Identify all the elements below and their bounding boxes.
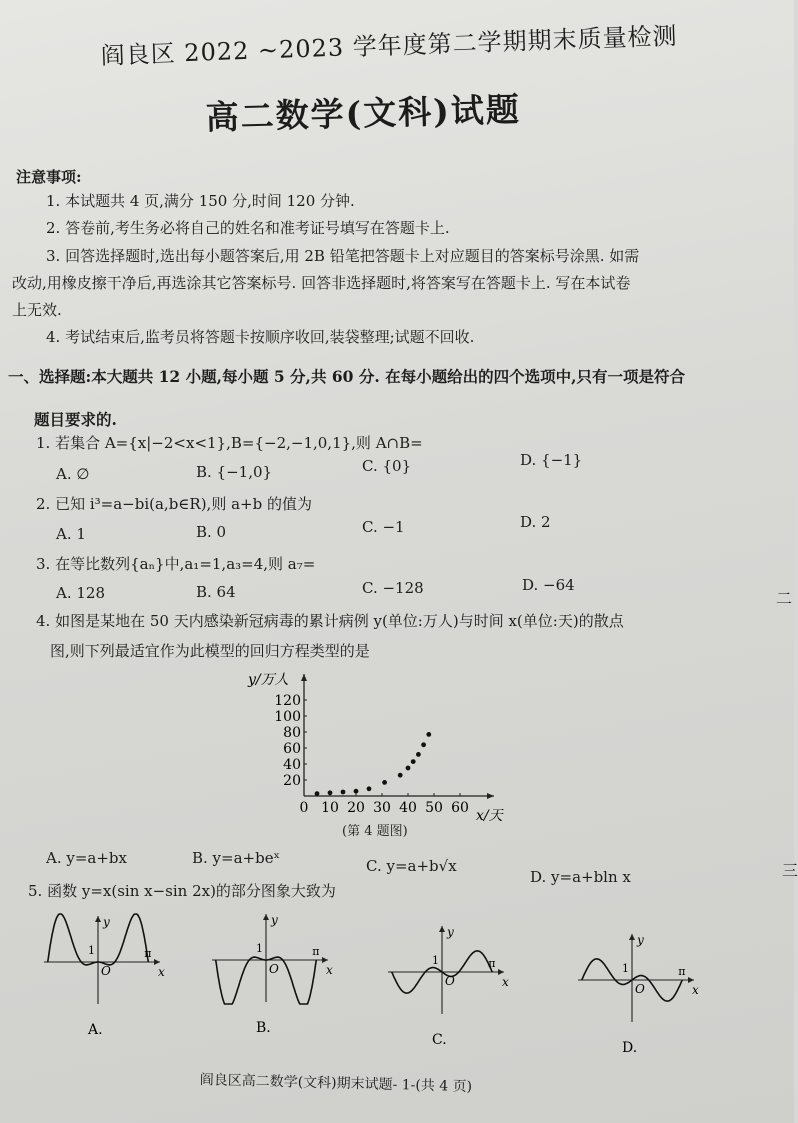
q2-option-b: B. 0 (196, 523, 227, 541)
y-axis-arrow (301, 674, 307, 681)
scatter-point (406, 766, 411, 771)
function-graph-c (384, 920, 514, 1050)
graph-option-label: B. (256, 1020, 271, 1036)
q2-option-d: D. 2 (520, 513, 551, 531)
x-tick-label: 0 (299, 800, 309, 816)
scatter-point (382, 780, 387, 785)
notes-heading: 注意事项: (16, 168, 82, 186)
y-tick-label: 120 (274, 693, 301, 709)
y-axis-label: y/万人 (248, 672, 289, 688)
graph-y-label: y (103, 915, 110, 929)
x-tick-label: 10 (321, 800, 339, 816)
graph-x-label: x (502, 975, 509, 989)
q4-option-b: B. y=a+beˣ (192, 849, 280, 867)
q3-option-c: C. −128 (362, 579, 424, 597)
q4-option-c: C. y=a+b√x (366, 857, 457, 875)
q4-stem-line1: 4. 如图是某地在 50 天内感染新冠病毒的累计病例 y(单位:万人)与时间 x(单位:天)的散点 (36, 612, 624, 630)
graph-pi-label: π (144, 947, 152, 960)
y-tick-label: 40 (283, 757, 301, 773)
section-heading-cont: 题目要求的. (34, 410, 117, 429)
graph-one-label: 1 (622, 962, 629, 975)
section-heading: 一、选择题:本大题共 12 小题,每小题 5 分,共 60 分. 在每小题给出的四个选项中,只有一项是符合 (8, 367, 686, 386)
exam-title: 高二数学(文科)试题 (205, 89, 522, 137)
graph-y-arrow (95, 916, 101, 922)
q1-option-b: B. {−1,0} (196, 463, 273, 481)
note-3b: 改动,用橡皮擦干净后,再选涂其它答案标号. 回答非选择题时,将答案写在答题卡上. 写在本试卷 (12, 274, 631, 292)
y-tick-label: 20 (283, 773, 301, 789)
q2-option-c: C. −1 (362, 518, 405, 536)
x-tick-label: 60 (451, 800, 469, 816)
side-mark-3: 三 (782, 861, 798, 880)
graph-pi-label: π (312, 945, 320, 958)
x-tick-label: 50 (425, 800, 443, 816)
graph-origin-label: O (269, 962, 279, 976)
y-tick-label: 80 (283, 725, 301, 741)
graph-one-label: 1 (432, 954, 439, 967)
graph-option-label: A. (88, 1022, 103, 1038)
q5-stem: 5. 函数 y=x(sin x−sin 2x)的部分图象大致为 (28, 882, 336, 900)
graph-x-label: x (326, 963, 333, 977)
q3-stem: 3. 在等比数列{aₙ}中,a₁=1,a₃=4,则 a₇= (36, 555, 316, 573)
q4-option-a: A. y=a+bx (46, 849, 127, 867)
graph-y-arrow (439, 926, 445, 932)
side-mark-2: 二 (776, 589, 793, 608)
q3-option-a: A. 128 (56, 584, 105, 602)
exam-header-line: 阎良区 2022 ~2023 学年度第二学期期末质量检测 (100, 21, 678, 70)
scatter-chart (236, 668, 526, 824)
scatter-point (421, 742, 426, 747)
graph-x-label: x (692, 983, 699, 997)
graph-origin-label: O (445, 974, 455, 988)
scatter-point (398, 773, 403, 778)
note-1: 1. 本试题共 4 页,满分 150 分,时间 120 分钟. (46, 192, 355, 210)
graph-y-label: y (447, 925, 454, 939)
q2-stem: 2. 已知 i³=a−bi(a,b∈R),则 a+b 的值为 (36, 495, 312, 513)
q1-stem: 1. 若集合 A={x|−2<x<1},B={−2,−1,0,1},则 A∩B= (36, 434, 423, 452)
scatter-point (426, 732, 431, 737)
scatter-point (354, 789, 359, 794)
note-3a: 3. 回答选择题时,选出每小题答案后,用 2B 铅笔把答题卡上对应题目的答案标号涂黑. 如需 (46, 247, 640, 265)
graph-y-arrow (263, 914, 269, 920)
graph-origin-label: O (101, 964, 111, 978)
graph-y-label: y (637, 933, 644, 947)
function-graph-b (208, 908, 338, 1038)
q4-stem-line2: 图,则下列最适宜作为此模型的回归方程类型的是 (50, 642, 370, 660)
graph-option-label: D. (622, 1040, 638, 1056)
x-axis-label: x/天 (476, 808, 503, 824)
page-footer: 阎良区高二数学(文科)期末试题- 1-(共 4 页) (199, 1071, 473, 1096)
note-3c: 上无效. (12, 301, 62, 319)
graph-option-label: C. (432, 1032, 447, 1048)
graph-pi-label: π (488, 957, 496, 970)
scatter-point (416, 752, 421, 757)
scatter-point (341, 790, 346, 795)
y-tick-label: 100 (274, 709, 301, 725)
x-axis-arrow (487, 793, 494, 799)
q1-option-c: C. {0} (362, 457, 412, 475)
q1-option-d: D. {−1} (520, 451, 583, 469)
graph-pi-label: π (678, 965, 686, 978)
q4-option-d: D. y=a+bln x (530, 868, 631, 886)
y-tick-label: 60 (283, 741, 301, 757)
note-2: 2. 答卷前,考生务必将自己的姓名和准考证号填写在答题卡上. (46, 219, 450, 237)
function-graph-d (574, 928, 704, 1058)
scatter-caption: (第 4 题图) (342, 824, 408, 839)
x-tick-label: 30 (373, 800, 391, 816)
scatter-point (315, 791, 320, 796)
q3-option-b: B. 64 (196, 583, 236, 601)
graph-y-arrow (629, 934, 635, 940)
graph-one-label: 1 (256, 942, 263, 955)
function-graph-a (40, 910, 170, 1040)
scatter-point (328, 790, 333, 795)
note-4: 4. 考试结束后,监考员将答题卡按顺序收回,装袋整理;试题不回收. (46, 328, 475, 346)
scatter-point (411, 759, 416, 764)
graph-one-label: 1 (88, 944, 95, 957)
x-tick-label: 40 (399, 800, 417, 816)
graph-y-label: y (271, 913, 278, 927)
x-tick-label: 20 (347, 800, 365, 816)
graph-x-label: x (158, 965, 165, 979)
q2-option-a: A. 1 (56, 525, 86, 543)
scatter-point (367, 786, 372, 791)
q1-option-a: A. ∅ (56, 465, 90, 483)
q3-option-d: D. −64 (522, 576, 575, 594)
graph-origin-label: O (635, 982, 645, 996)
